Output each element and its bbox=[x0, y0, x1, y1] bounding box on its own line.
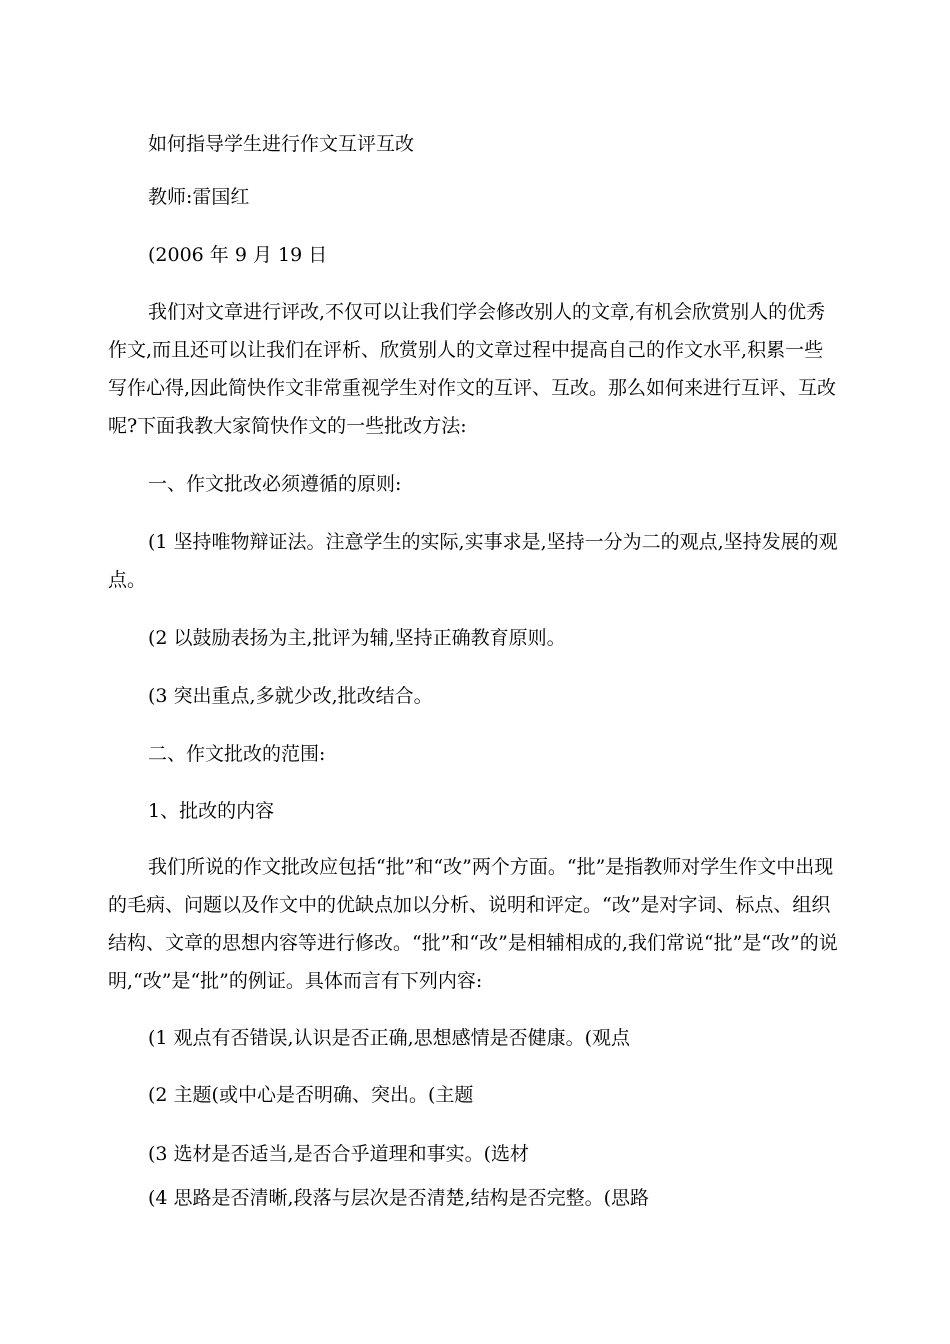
subsection1-heading: 1、批改的内容 bbox=[148, 800, 275, 822]
content-line-2: 的毛病、问题以及作文中的优缺点加以分析、说明和评定。“改”是对字词、标点、组织 bbox=[108, 894, 831, 916]
principle1-line-2: 点。 bbox=[108, 569, 147, 591]
section2-heading: 二、作文批改的范围: bbox=[148, 743, 326, 765]
document-date: (2006 年 9 月 19 日 bbox=[148, 244, 328, 266]
item-1: (1 观点有否错误,认识是否正确,思想感情是否健康。(观点 bbox=[148, 1027, 631, 1049]
section1-heading: 一、作文批改必须遵循的原则: bbox=[148, 473, 402, 495]
intro-line-2: 作文,而且还可以让我们在评析、欣赏别人的文章过程中提高自己的作文水平,积累一些 bbox=[108, 339, 824, 361]
item-4: (4 思路是否清晰,段落与层次是否清楚,结构是否完整。(思路 bbox=[148, 1187, 650, 1209]
item-2: (2 主题(或中心是否明确、突出。(主题 bbox=[148, 1084, 474, 1106]
principle1-line-1: (1 坚持唯物辩证法。注意学生的实际,实事求是,坚持一分为二的观点,坚持发展的观 bbox=[148, 531, 838, 553]
principle2: (2 以鼓励表扬为主,批评为辅,坚持正确教育原则。 bbox=[148, 627, 566, 649]
document-title: 如何指导学生进行作文互评互改 bbox=[148, 133, 415, 155]
teacher-name: 教师:雷国红 bbox=[148, 186, 250, 208]
intro-line-1: 我们对文章进行评改,不仅可以让我们学会修改别人的文章,有机会欣赏别人的优秀 bbox=[148, 301, 826, 323]
content-line-3: 结构、文章的思想内容等进行修改。“批”和“改”是相辅相成的,我们常说“批”是“改”的说 bbox=[108, 932, 838, 954]
intro-line-4: 呢?下面我教大家简快作文的一些批改方法: bbox=[108, 415, 467, 437]
content-line-4: 明,“改”是“批”的例证。具体而言有下列内容: bbox=[108, 970, 483, 992]
principle3: (3 突出重点,多就少改,批改结合。 bbox=[148, 685, 433, 707]
content-line-1: 我们所说的作文批改应包括“批”和“改”两个方面。“批”是指教师对学生作文中出现 bbox=[148, 856, 834, 878]
intro-line-3: 写作心得,因此简快作文非常重视学生对作文的互评、互改。那么如何来进行互评、互改 bbox=[108, 377, 837, 399]
item-3: (3 选材是否适当,是否合乎道理和事实。(选材 bbox=[148, 1143, 529, 1165]
